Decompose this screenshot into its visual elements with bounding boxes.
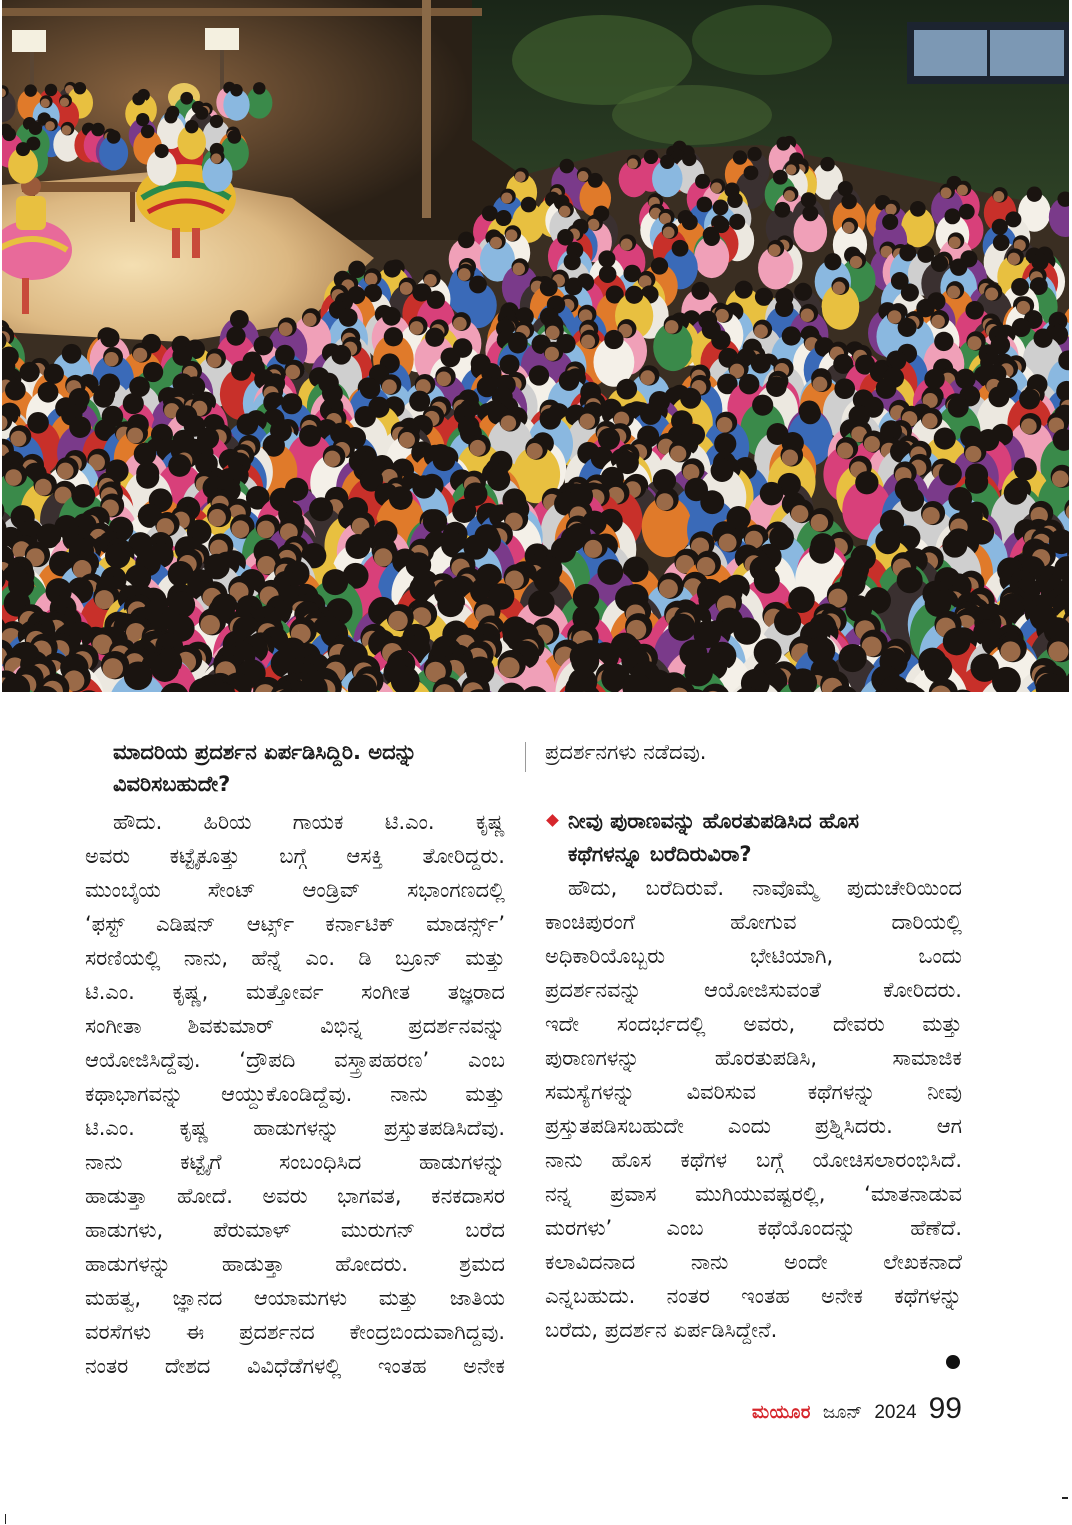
right-question <box>568 805 962 871</box>
answer-line: ಪ್ರಸ್ತುತಪಡಿಸಬಹುದೇ ಎಂದು ಪ್ರಶ್ನಿಸಿದರು. ಆಗ <box>545 1114 962 1138</box>
continuation-line: ಪ್ರದರ್ಶನಗಳು ನಡೆದವು. <box>545 740 707 764</box>
question-line: ಕಥೆಗಳನ್ನೂ ಬರೆದಿರುವಿರಾ? <box>568 842 752 866</box>
answer-line: ಹಾಡುಗಳನ್ನು ಹಾಡುತ್ತಾ ಹೋದರು. ಶ್ರಮದ <box>85 1252 505 1276</box>
answer-line: ಹೌದು, ಬರೆದಿರುವೆ. ನಾವೊಮ್ಮೆ ಪುದುಚೇರಿಯಿಂದ <box>568 876 962 900</box>
answer-line: ಪುರಾಣಗಳನ್ನು ಹೊರತುಪಡಿಸಿ, ಸಾಮಾಜಿಕ <box>545 1046 962 1070</box>
end-mark-icon <box>946 1355 960 1369</box>
answer-line: ಅಧಿಕಾರಿಯೊಬ್ಬರು ಭೇಟಿಯಾಗಿ, ಒಂದು <box>545 944 962 968</box>
answer-line: ಇದೇ ಸಂದರ್ಭದಲ್ಲಿ ಅವರು, ದೇವರು ಮತ್ತು <box>545 1012 962 1036</box>
answer-line: ಪ್ರದರ್ಶನವನ್ನು ಆಯೋಜಿಸುವಂತೆ ಕೋರಿದರು. <box>545 978 962 1002</box>
left-answer <box>85 805 505 1383</box>
answer-line: ಕಲಾವಿದನಾದ ನಾನು ಅಂದೇ ಲೇಖಕನಾದೆ <box>545 1250 962 1274</box>
issue-year: 2024 <box>874 1402 917 1423</box>
answer-line: ಸಮಸ್ಯೆಗಳನ್ನು ವಿವರಿಸುವ ಕಥೆಗಳನ್ನು ನೀವು <box>545 1080 962 1104</box>
answer-line: ಬರೆದು, ಪ್ರದರ್ಶನ ಏರ್ಪಡಿಸಿದ್ದೇನೆ. <box>545 1318 778 1342</box>
answer-line: ‘ಫಸ್ಟ್ ಎಡಿಷನ್ ಆರ್ಟ್ಸ್ ಕರ್ನಾಟಿಕ್ ಮಾಡರ್ನ್ಸ್’ <box>85 912 505 936</box>
answer-line: ಮುಂಬೈಯ ಸೇಂಟ್ ಆಂಡ್ರಿವ್ ಸಭಾಂಗಣದಲ್ಲಿ <box>85 878 505 902</box>
question-line: ಮಾದರಿಯ ಪ್ರದರ್ಶನ ಏರ್ಪಡಿಸಿದ್ದಿರಿ. ಅದನ್ನು <box>113 740 417 764</box>
crop-mark <box>5 1514 6 1524</box>
page-footer <box>752 1392 962 1428</box>
answer-line: ಸರಣಿಯಲ್ಲಿ ನಾನು, ಹೆನ್ನೆ ಎಂ. ಡಿ ಬ್ರೂನ್ ಮತ್ತು <box>85 946 505 970</box>
answer-line: ಅವರು ಕಟ್ಟೈಕೂತ್ತು ಬಗ್ಗೆ ಆಸಕ್ತಿ ತೋರಿದ್ದರು. <box>85 844 505 868</box>
answer-line: ಹಾಡುತ್ತಾ ಹೋದೆ. ಅವರು ಭಾಗವತ, ಕನಕದಾಸರ <box>85 1184 505 1208</box>
magazine-logo: ಮಯೂರ <box>752 1402 811 1423</box>
answer-line: ನಾನು ಹೊಸ ಕಥೆಗಳ ಬಗ್ಗೆ ಯೋಚಿಸಲಾರಂಭಿಸಿದೆ. <box>545 1148 962 1172</box>
answer-line: ಟಿ.ಎಂ. ಕೃಷ್ಣ, ಮತ್ತೋರ್ವ ಸಂಗೀತ ತಜ್ಞರಾದ <box>85 980 505 1004</box>
answer-line: ವರಸೆಗಳು ಈ ಪ್ರದರ್ಶನದ ಕೇಂದ್ರಬಿಂದುವಾಗಿದ್ದವು. <box>85 1320 505 1344</box>
answer-line: ಟಿ.ಎಂ. ಕೃಷ್ಣ ಹಾಡುಗಳನ್ನು ಪ್ರಸ್ತುತಪಡಿಸಿದೆವು. <box>85 1116 505 1140</box>
answer-line: ಕಥಾಭಾಗವನ್ನು ಆಯ್ದುಕೊಂಡಿದ್ದೆವು. ನಾನು ಮತ್ತು <box>85 1082 505 1106</box>
answer-line: ಹಾಡುಗಳು, ಪೆರುಮಾಳ್ ಮುರುಗನ್ ಬರೆದ <box>85 1218 505 1242</box>
answer-line: ಕಾಂಚಿಪುರಂಗೆ ಹೋಗುವ ದಾರಿಯಲ್ಲಿ <box>545 910 962 934</box>
column-divider <box>525 742 526 772</box>
answer-line: ನನ್ನ ಪ್ರವಾಸ ಮುಗಿಯುವಷ್ಟರಲ್ಲಿ, ‘ಮಾತನಾಡುವ <box>545 1182 962 1206</box>
answer-line: ಆಯೋಜಿಸಿದ್ದೆವು. ‘ದ್ರೌಪದಿ ವಸ್ತ್ರಾಪಹರಣ’ ಎಂಬ <box>85 1048 505 1072</box>
answer-line: ನಂತರ ದೇಶದ ವಿವಿಧೆಡೆಗಳಲ್ಲಿ ಇಂತಹ ಅನೇಕ <box>85 1354 505 1378</box>
answer-line: ಮಹತ್ವ, ಜ್ಞಾನದ ಆಯಾಮಗಳು ಮತ್ತು ಜಾತಿಯ <box>85 1286 505 1310</box>
question-line: ನೀವು ಪುರಾಣವನ್ನು ಹೊರತುಪಡಿಸಿದ ಹೊಸ <box>568 809 860 833</box>
left-question <box>113 736 505 800</box>
page-number: 99 <box>928 1392 962 1425</box>
crowd-photo <box>2 0 1069 692</box>
answer-line: ಸಂಗೀತಾ ಶಿವಕುಮಾರ್ ವಿಭಿನ್ನ ಪ್ರದರ್ಶನವನ್ನು <box>85 1014 505 1038</box>
answer-line: ಹೌದು. ಹಿರಿಯ ಗಾಯಕ ಟಿ.ಎಂ. ಕೃಷ್ಣ <box>113 810 505 834</box>
answer-line: ಎನ್ನಬಹುದು. ನಂತರ ಇಂತಹ ಅನೇಕ ಕಥೆಗಳನ್ನು <box>545 1284 962 1308</box>
answer-line: ಮರಗಳು’ ಎಂಬ ಕಥೆಯೊಂದನ್ನು ಹೆಣೆದೆ. <box>545 1216 962 1240</box>
right-continuation <box>545 736 962 768</box>
crop-mark <box>1062 1497 1068 1499</box>
red-diamond-icon <box>546 814 559 827</box>
question-line: ವಿವರಿಸಬಹುದೇ? <box>113 772 231 796</box>
right-answer <box>545 871 962 1347</box>
answer-line: ನಾನು ಕಟ್ಟೈಗೆ ಸಂಬಂಧಿಸಿದ ಹಾಡುಗಳನ್ನು <box>85 1150 505 1174</box>
issue-month: ಜೂನ್ <box>822 1402 863 1423</box>
